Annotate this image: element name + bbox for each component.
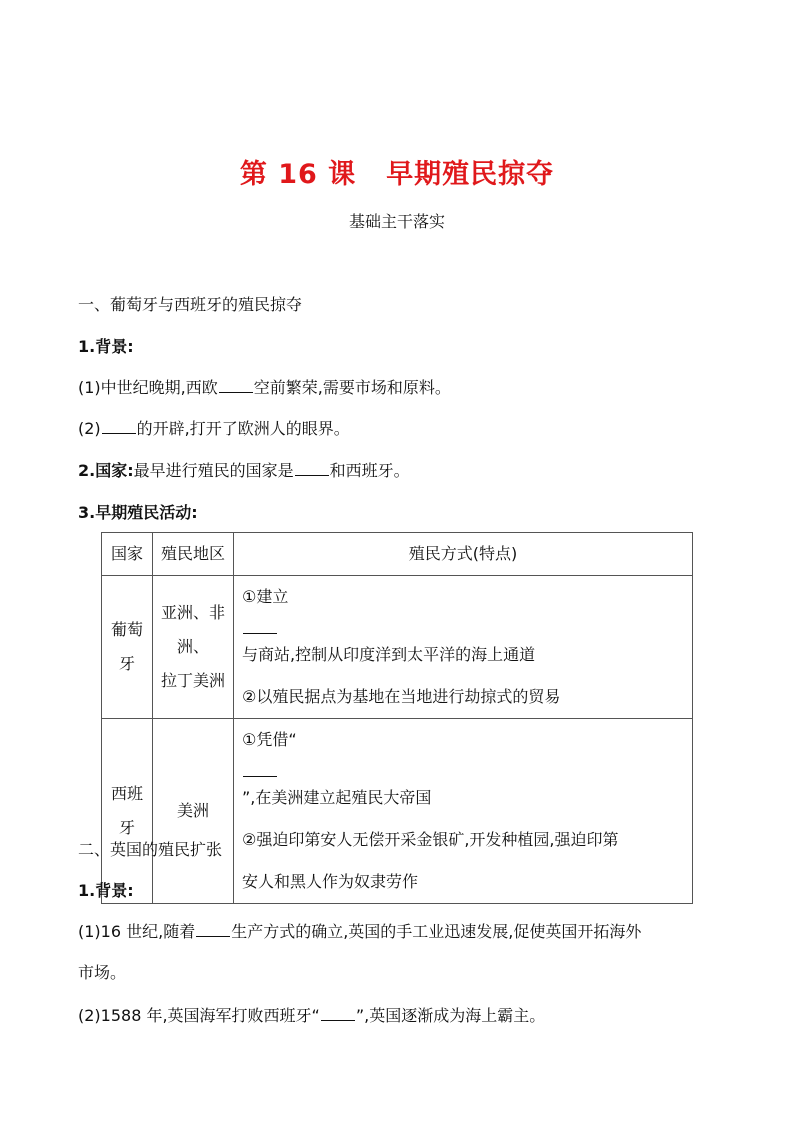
cell-text: 牙 xyxy=(118,654,135,673)
fill-blank[interactable] xyxy=(219,377,253,393)
section2-background-label: 1.背景: xyxy=(78,881,134,900)
section2-background-item-2 xyxy=(78,1005,545,1027)
text-fragment: ”,在美洲建立起殖民大帝国 xyxy=(242,788,432,807)
country-label: 2.国家: xyxy=(78,461,134,480)
section1-background-item-2 xyxy=(78,418,350,440)
section2-background-item-1-cont: 市场。 xyxy=(78,963,127,982)
cell-text: 葡萄 xyxy=(110,620,143,639)
text-fragment: 与商站,控制从印度洋到太平洋的海上通道 xyxy=(242,645,536,664)
section1-country xyxy=(78,460,410,482)
section2-heading: 二、英国的殖民扩张 xyxy=(78,840,223,859)
table-header-cell: 国家 xyxy=(102,533,153,576)
page-subtitle: 基础主干落实 xyxy=(348,212,445,231)
table-row xyxy=(102,576,693,719)
text-fragment: (1)16 世纪,随着 xyxy=(78,922,196,941)
text-fragment: 生产方式的确立,英国的手工业迅速发展,促使英国开拓海外 xyxy=(231,922,642,941)
text-fragment: (2) xyxy=(78,419,101,438)
method-line: ②以殖民据点为基地在当地进行劫掠式的贸易 xyxy=(242,687,561,706)
title-lesson-name: 早期殖民掠夺 xyxy=(386,159,555,190)
text-fragment: 和西班牙。 xyxy=(329,461,410,480)
cell-text: 亚洲、非 xyxy=(160,603,225,622)
table-row xyxy=(102,719,693,904)
text-fragment: 的开辟,打开了欧洲人的眼界。 xyxy=(136,419,350,438)
method-line xyxy=(242,576,692,676)
cell-text: 牙 xyxy=(118,818,135,837)
section2-background-item-1 xyxy=(78,921,641,943)
text-fragment: ①建立 xyxy=(242,587,289,606)
section1-background-label: 1.背景: xyxy=(78,337,134,356)
text-fragment: (1)中世纪晚期,西欧 xyxy=(78,378,218,397)
table-header-row xyxy=(102,533,693,576)
text-fragment: 最早进行殖民的国家是 xyxy=(133,461,294,480)
method-line: 安人和黑人作为奴隶劳作 xyxy=(242,872,419,891)
text-fragment: (2)1588 年,英国海军打败西班牙“ xyxy=(78,1006,320,1025)
country-cell xyxy=(102,576,153,719)
page-title xyxy=(0,152,794,191)
cell-text: 洲、 xyxy=(176,637,209,656)
method-cell xyxy=(234,719,693,904)
fill-blank[interactable] xyxy=(321,1005,355,1021)
region-cell xyxy=(153,576,234,719)
table-header-cell: 殖民地区 xyxy=(153,533,234,576)
fill-blank[interactable] xyxy=(295,460,329,476)
fill-blank[interactable] xyxy=(243,618,277,634)
fill-blank[interactable] xyxy=(196,921,230,937)
cell-text: 拉丁美洲 xyxy=(160,671,225,690)
method-cell xyxy=(234,576,693,719)
method-line xyxy=(242,719,692,819)
text-fragment: ”,英国逐渐成为海上霸主。 xyxy=(355,1006,546,1025)
section1-activity-label: 3.早期殖民活动: xyxy=(78,503,198,522)
fill-blank[interactable] xyxy=(243,761,277,777)
section1-heading: 一、葡萄牙与西班牙的殖民掠夺 xyxy=(78,295,303,314)
text-fragment: 空前繁荣,需要市场和原料。 xyxy=(253,378,451,397)
table-header-cell: 殖民方式(特点) xyxy=(234,533,693,576)
country-cell xyxy=(102,719,153,904)
method-line: ②强迫印第安人无偿开采金银矿,开发种植园,强迫印第 xyxy=(242,830,619,849)
title-lesson-number: 第 16 课 xyxy=(239,159,357,190)
section1-background-item-1 xyxy=(78,377,451,399)
fill-blank[interactable] xyxy=(102,418,136,434)
region-cell: 美洲 xyxy=(153,719,234,904)
cell-text: 西班 xyxy=(110,784,143,803)
text-fragment: ①凭借“ xyxy=(242,730,297,749)
